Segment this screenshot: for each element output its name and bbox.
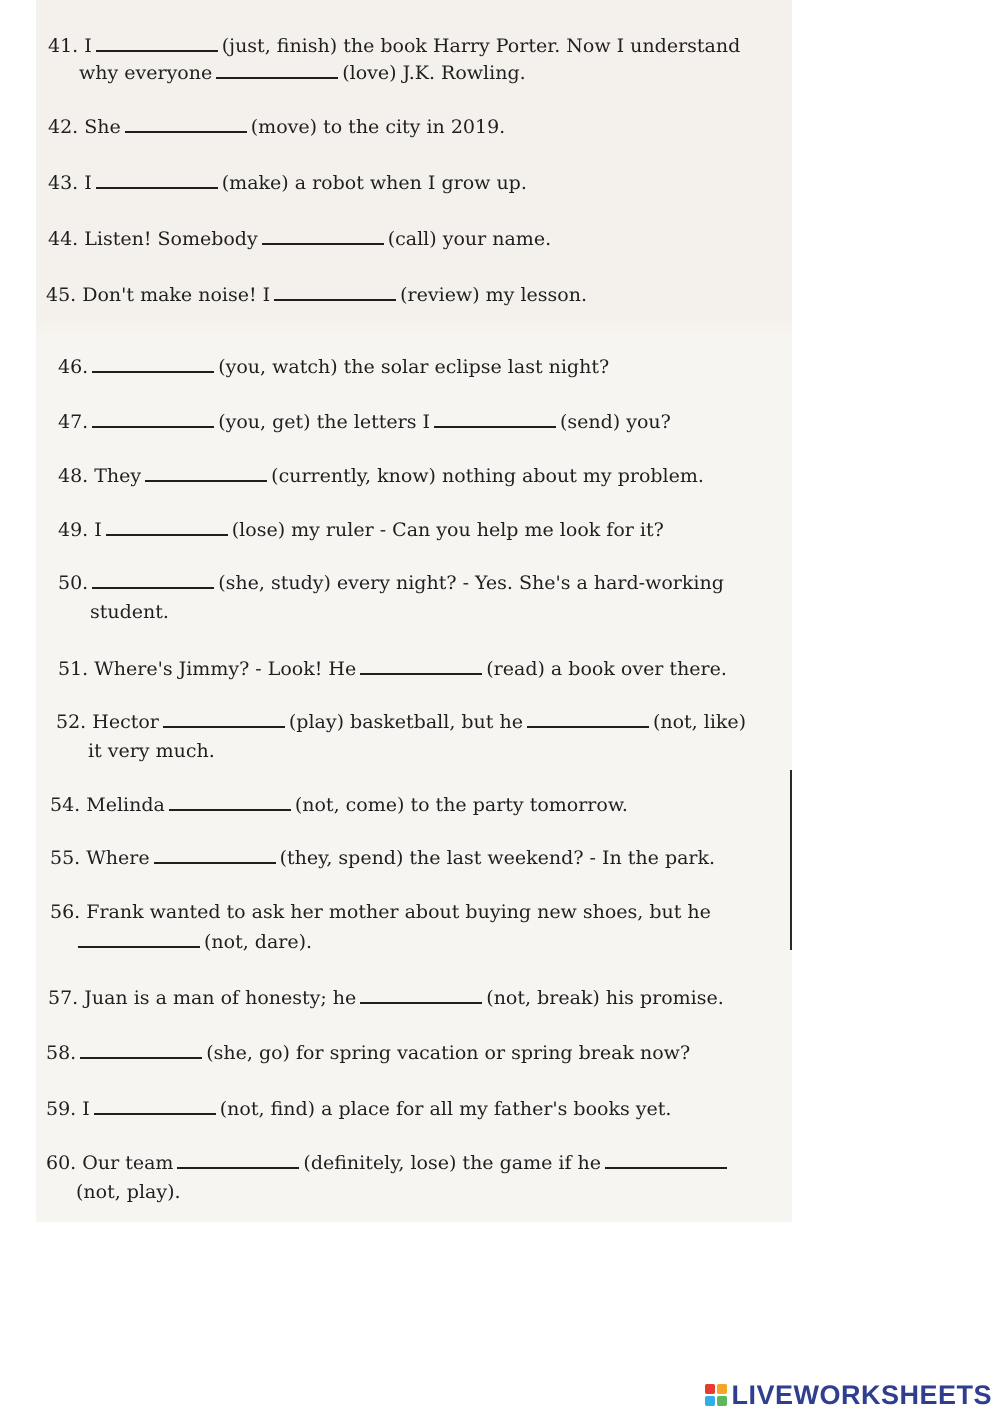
answer-blank[interactable] [92, 570, 214, 589]
liveworksheets-icon [705, 1384, 727, 1406]
question-44: 44. Listen! Somebody (call) your name. [48, 228, 552, 250]
liveworksheets-logo[interactable] [705, 1379, 992, 1411]
question-47: 47. (you, get) the letters I (send) you? [58, 411, 671, 433]
question-42: 42. She (move) to the city in 2019. [48, 116, 506, 138]
question-43: 43. I (make) a robot when I grow up. [48, 172, 527, 194]
answer-blank[interactable] [216, 60, 338, 79]
answer-blank[interactable] [94, 1096, 216, 1115]
question-55: 55. Where (they, spend) the last weekend? - In the park. [50, 847, 716, 869]
brand-name: LIVEWORKSHEETS [731, 1379, 992, 1410]
question-41: 41. I (just, finish) the book Harry Porter. Now I understand why everyone (love) J.K. Rowling. [48, 35, 741, 84]
question-60: 60. Our team (definitely, lose) the game if he (not, play). [46, 1148, 731, 1208]
question-56: 56. Frank wanted to ask her mother about buying new shoes, but he (not, dare). [50, 901, 711, 953]
question-48: 48. They (currently, know) nothing about my problem. [58, 465, 704, 487]
answer-blank[interactable] [360, 656, 482, 675]
answer-blank[interactable] [605, 1150, 727, 1169]
question-58: 58. (she, go) for spring vacation or spring break now? [46, 1042, 691, 1064]
question-52: 52. Hector (play) basketball, but he (not, like) it very much. [56, 711, 747, 762]
question-46: 46. (you, watch) the solar eclipse last night? [58, 356, 610, 378]
question-54: 54. Melinda (not, come) to the party tomorrow. [50, 794, 628, 816]
answer-blank[interactable] [145, 463, 267, 482]
answer-blank[interactable] [434, 409, 556, 428]
question-51: 51. Where's Jimmy? - Look! He (read) a book over there. [58, 658, 727, 680]
question-59: 59. I (not, find) a place for all my father's books yet. [46, 1098, 672, 1120]
question-45: 45. Don't make noise! I (review) my lesson. [46, 284, 587, 306]
answer-blank[interactable] [78, 929, 200, 948]
answer-blank[interactable] [92, 409, 214, 428]
answer-blank[interactable] [106, 517, 228, 536]
answer-blank[interactable] [154, 845, 276, 864]
answer-blank[interactable] [274, 282, 396, 301]
answer-blank[interactable] [177, 1150, 299, 1169]
question-49: 49. I (lose) my ruler - Can you help me look for it? [58, 519, 664, 541]
answer-blank[interactable] [169, 792, 291, 811]
answer-blank[interactable] [527, 709, 649, 728]
answer-blank[interactable] [96, 170, 218, 189]
question-50: 50. (she, study) every night? - Yes. She's a hard-working student. [58, 572, 724, 623]
page-edge-line [790, 770, 792, 950]
answer-blank[interactable] [80, 1040, 202, 1059]
question-57: 57. Juan is a man of honesty; he (not, break) his promise. [48, 987, 724, 1009]
answer-blank[interactable] [125, 114, 247, 133]
answer-blank[interactable] [262, 226, 384, 245]
answer-blank[interactable] [163, 709, 285, 728]
answer-blank[interactable] [92, 354, 214, 373]
answer-blank[interactable] [96, 33, 218, 52]
answer-blank[interactable] [360, 985, 482, 1004]
